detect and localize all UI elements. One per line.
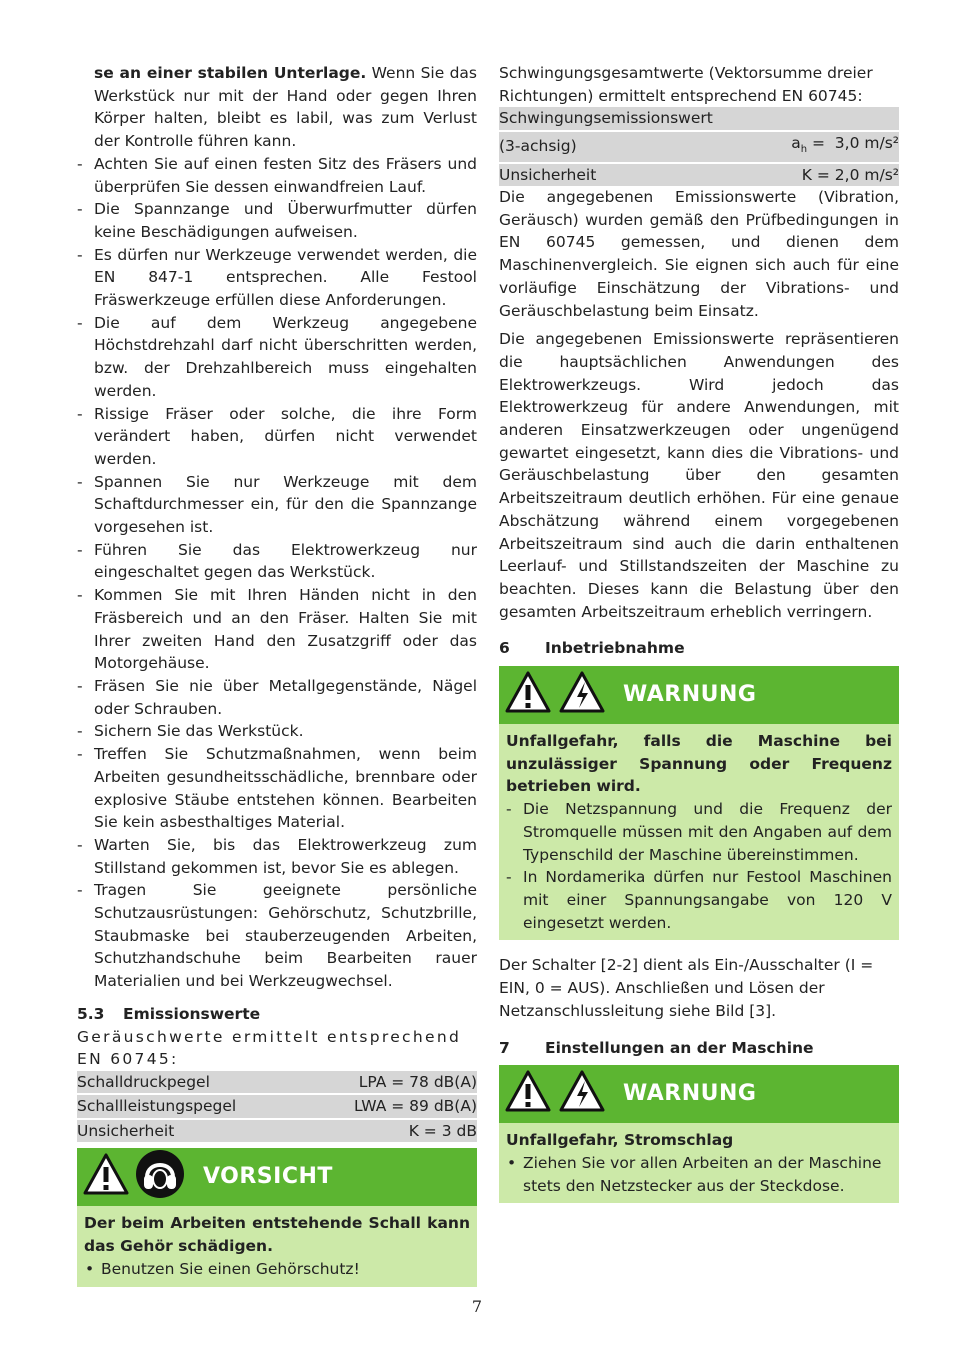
section-heading-7	[499, 1037, 899, 1060]
section-heading-5-3	[77, 1003, 477, 1026]
table-row	[499, 107, 899, 131]
section-heading-6	[499, 637, 899, 660]
table-row	[77, 1071, 477, 1095]
warning-triangle-icon	[505, 670, 551, 721]
intro-bold: se an einer stabilen Unterlage.	[94, 64, 367, 82]
value-rest: = 3,0 m/s²	[807, 133, 899, 152]
warning-title: WARNUNG	[623, 681, 757, 707]
caution-box-header	[77, 1148, 477, 1206]
warning-title: WARNUNG	[623, 1080, 757, 1106]
table-row	[77, 1094, 477, 1119]
caution-box-body	[77, 1206, 477, 1286]
emission-intro: Geräuschwerte ermittelt entsprechend EN 60745:	[77, 1027, 462, 1069]
table-row	[499, 163, 899, 187]
list-item: - Spannen Sie nur Werkzeuge mit dem Schaftdurchmesser ein, für den die Spannzange vorgesehen ist.	[77, 471, 477, 539]
row-value: LPA = 78 dB(A)	[303, 1071, 477, 1095]
list-item: - Kommen Sie mit Ihren Händen nicht in den Fräsbereich und an den Fräser. Halten Sie mit Ihrer zweiten Hand den Zusatzgriff oder das Motorgehäuse.	[77, 584, 477, 675]
intro-paragraph	[77, 62, 477, 153]
noise-table	[77, 1071, 477, 1143]
section-title: Emissionswerte	[123, 1004, 261, 1023]
row-value: LWA = 89 dB(A)	[303, 1094, 477, 1119]
list-item: - Die Spannzange und Überwurfmutter dürfen keine Beschädigungen aufweisen.	[77, 198, 477, 243]
row-label: Unsicherheit	[499, 163, 689, 187]
intro-rest: Wenn Sie das Werkstück nur mit der Hand oder gegen Ihren Körper halten, bleibt es labil, was zum Verlust der Kontrolle führen kann.	[94, 64, 477, 151]
warning-bullet: • Ziehen Sie vor allen Arbeiten an der Maschine stets den Netzstecker aus der Steckdose.	[506, 1152, 892, 1197]
emission-paragraph-2: Die angegebenen Emissionswerte repräsentieren die hauptsächlichen Anwendungen des Elektrowerkzeugs. Wird jedoch das Elektrowerkzeug für andere Anwendungen, mit anderen Einsatzwerkzeugen oder ungenügend gewartet eingesetzt, kann dies die Vibrations- und Geräuschbelastung über den gesamten Arbeitszeitraum deutlich erhöhen. Für eine genaue Abschätzung während einem vorgegebenen Arbeitszeitraum sind auch die darin enthaltenen Leerlauf- und Stillstandszeiten der Maschine zu beachten. Dieses kann die Belastung über den gesamten Arbeitszeitraum erheblich verringern.	[499, 330, 899, 621]
warning-box-body	[499, 724, 899, 940]
list-item: - Rissige Fräser oder solche, die ihre Form verändert haben, dürfen nicht verwendet werden.	[77, 403, 477, 471]
warning-triangle-icon	[505, 1069, 551, 1120]
value-subscript: h	[800, 144, 808, 155]
row-label: Schwingungsemissionswert	[499, 107, 899, 131]
ear-protection-icon	[135, 1149, 185, 1206]
table-row	[499, 131, 899, 163]
emission-paragraph-1: Die angegebenen Emissionswerte (Vibration, Geräusch) wurden gemäß den Prüfbedingungen in EN 60745 gemessen, und dienen dem Maschinenvergleich. Sie eignen sich auch für eine vorläufige Einschätzung der Vibrations- und Geräuschbelastung beim Einsatz.	[499, 188, 899, 320]
list-item: - Tragen Sie geeignete persönliche Schutzausrüstungen: Gehörschutz, Schutzbrille, Staubmaske bei stauberzeugenden Arbeiten, Schutzhandschuhe beim Bearbeiten rauer Materialien und bei Werkzeugwechsel.	[77, 879, 477, 993]
caution-box	[77, 1148, 477, 1286]
section-title: Einstellungen an der Maschine	[545, 1038, 814, 1057]
warning-item: - Die Netzspannung und die Frequenz der Stromquelle müssen mit den Angaben auf dem Typenschild der Maschine übereinstimmen.	[506, 798, 892, 866]
section-number: 7	[499, 1038, 510, 1057]
page-number: 7	[471, 1297, 483, 1316]
list-item: - Die auf dem Werkzeug angegebene Höchstdrehzahl darf nicht überschritten werden, bzw. der Drehzahlbereich muss eingehalten werden.	[77, 312, 477, 403]
list-item: - Sichern Sie das Werkstück.	[77, 720, 477, 743]
warning-box-header	[499, 1065, 899, 1123]
section-number: 5.3	[77, 1004, 105, 1023]
warning-item: - In Nordamerika dürfen nur Festool Maschinen mit einer Spannungsangabe von 120 V eingesetzt werden.	[506, 866, 892, 934]
warning-box-body	[499, 1123, 899, 1203]
caution-strong-text: Der beim Arbeiten entstehende Schall kann das Gehör schädigen.	[84, 1214, 470, 1256]
right-column	[499, 62, 899, 1203]
row-value: K = 3 dB	[303, 1119, 477, 1143]
row-label: Unsicherheit	[77, 1119, 303, 1143]
table-row	[77, 1119, 477, 1143]
caution-title: VORSICHT	[203, 1164, 333, 1190]
electric-shock-icon	[559, 1069, 605, 1120]
row-label: Schallleistungspegel	[77, 1094, 303, 1119]
caution-bullet: • Benutzen Sie einen Gehörschutz!	[84, 1258, 470, 1281]
section-number: 6	[499, 639, 510, 658]
row-label: (3-achsig)	[499, 131, 689, 163]
list-item: - Treffen Sie Schutzmaßnahmen, wenn beim Arbeiten gesundheitsschädliche, brennbare oder explosive Stäube entstehen können. Bearbeiten Sie kein asbesthaltiges Material.	[77, 743, 477, 834]
row-label: Schalldruckpegel	[77, 1071, 303, 1095]
list-item: - Achten Sie auf einen festen Sitz des Fräsers und überprüfen Sie dessen einwandfreien Lauf.	[77, 153, 477, 198]
vibration-intro: Schwingungsgesamtwerte (Vektorsumme dreier Richtungen) ermittelt entsprechend EN 60745:	[499, 64, 873, 105]
vibration-table	[499, 107, 899, 186]
list-item: - Fräsen Sie nie über Metallgegenstände, Nägel oder Schrauben.	[77, 675, 477, 720]
safety-list	[77, 153, 477, 993]
row-value	[689, 131, 899, 163]
list-item: - Warten Sie, bis das Elektrowerkzeug zum Stillstand gekommen ist, bevor Sie es ablegen.	[77, 834, 477, 879]
switch-paragraph: Der Schalter [2-2] dient als Ein-/Ausschalter (I = EIN, 0 = AUS). Anschließen und Lösen der Netzanschlussleitung siehe Bild [3].	[499, 956, 874, 1020]
section-title: Inbetriebnahme	[545, 639, 685, 658]
value-prefix: a	[791, 133, 801, 152]
warning-box-shock	[499, 1065, 899, 1203]
warning-strong-text: Unfallgefahr, Stromschlag	[506, 1131, 734, 1150]
list-item: - Führen Sie das Elektrowerkzeug nur eingeschaltet gegen das Werkstück.	[77, 539, 477, 584]
warning-triangle-icon	[83, 1152, 129, 1203]
warning-box-header	[499, 666, 899, 724]
warning-box-power	[499, 666, 899, 940]
list-item: - Es dürfen nur Werkzeuge verwendet werden, die EN 847-1 entsprechen. Alle Festool Fräswerkzeuge erfüllen diese Anforderungen.	[77, 244, 477, 312]
row-value: K = 2,0 m/s²	[689, 163, 899, 187]
electric-shock-icon	[559, 670, 605, 721]
warning-strong-text: Unfallgefahr, falls die Maschine bei unzulässiger Spannung oder Frequenz betrieben wird.	[506, 732, 892, 796]
left-column	[77, 62, 477, 1287]
